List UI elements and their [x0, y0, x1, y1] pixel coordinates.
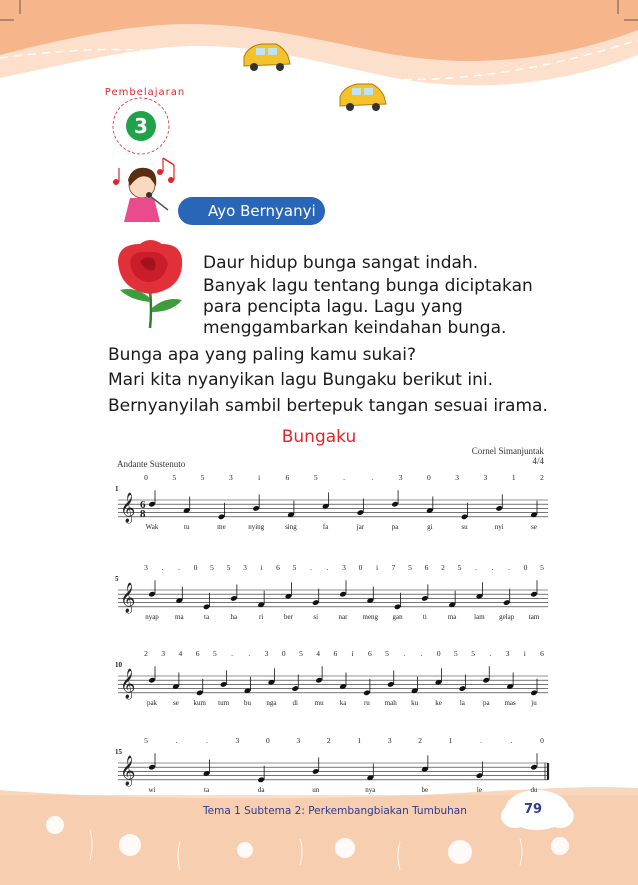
lyric-syllable: jar — [356, 522, 365, 531]
cipher-note: . — [489, 649, 492, 658]
treble-clef-icon: 𝄞 — [120, 669, 136, 699]
treble-clef-icon: 𝄞 — [120, 756, 136, 786]
cipher-note: 5 — [540, 563, 544, 572]
cipher-note: i — [258, 473, 261, 482]
section-badge: Ayo Bernyanyi — [178, 197, 325, 225]
lyric-syllable: wi — [148, 785, 156, 794]
cipher-note: . — [491, 563, 494, 572]
lyric-syllable: da — [257, 785, 265, 794]
cipher-note: 6 — [424, 563, 429, 572]
cipher-note: 0 — [426, 473, 431, 482]
lyric-syllable: meng — [362, 612, 379, 621]
lyric-syllable: ma — [447, 612, 457, 621]
cipher-note: 7 — [391, 563, 396, 572]
cipher-note: 3 — [228, 473, 233, 482]
cipher-note: . — [343, 473, 345, 482]
cipher-note: 2 — [540, 473, 544, 482]
cipher-note: 0 — [193, 563, 198, 572]
lyric-syllable: mas — [504, 698, 516, 707]
lyric-syllable: ha — [230, 612, 238, 621]
lyric-syllable: ka — [339, 698, 347, 707]
cipher-note: 0 — [436, 649, 441, 658]
cipher-note: 5 — [172, 473, 177, 482]
cipher-note: 3 — [243, 563, 247, 572]
cipher-note: 6 — [195, 649, 200, 658]
cipher-note: 5 — [144, 736, 148, 745]
time-signature-bottom: 8 — [140, 508, 146, 520]
song-title: Bungaku — [281, 427, 357, 447]
cipher-note: 2 — [418, 736, 423, 745]
cipher-note: 5 — [212, 649, 217, 658]
lyric-syllable: ta — [204, 785, 210, 794]
lyric-syllable: pa — [482, 698, 490, 707]
cipher-note: 0 — [144, 473, 148, 482]
cipher-note: 6 — [333, 649, 338, 658]
cipher-note: 6 — [276, 563, 280, 572]
cipher-note: 4 — [316, 649, 321, 658]
intro-line-1: Daur hidup bunga sangat indah. — [203, 253, 479, 273]
cipher-note: . — [480, 736, 483, 745]
lyric-syllable: Wak — [145, 522, 159, 531]
cipher-note: 5 — [471, 649, 476, 658]
cipher-note: 3 — [264, 649, 269, 658]
lyric-syllable: du — [530, 785, 538, 794]
cipher-note: 0 — [358, 563, 363, 572]
lyric-syllable: mu — [314, 698, 324, 707]
cipher-note: 2 — [326, 736, 331, 745]
lyric-syllable: se — [172, 698, 179, 707]
cipher-note: 5 — [454, 649, 458, 658]
cipher-note: . — [248, 649, 251, 658]
cipher-note: 1 — [511, 473, 516, 482]
cipher-note: i — [351, 649, 354, 658]
lyric-syllable: pa — [391, 522, 399, 531]
cipher-note: 3 — [505, 649, 510, 658]
cipher-note: 5 — [457, 563, 462, 572]
lyric-syllable: mah — [384, 698, 397, 707]
cipher-note: 6 — [367, 649, 372, 658]
lesson-label: Pembelajaran — [104, 87, 186, 98]
cipher-note: . — [326, 563, 329, 572]
cipher-note: 5 — [299, 649, 303, 658]
cipher-note: 5 — [210, 563, 214, 572]
cipher-note: 5 — [226, 563, 231, 572]
footer-text: Tema 1 Subtema 2: Perkembangbiakan Tumbuhan — [203, 805, 467, 817]
cipher-note: i — [260, 563, 263, 572]
cipher-note: 3 — [144, 563, 148, 572]
intro-line-2: Banyak lagu tentang bunga diciptakan — [203, 276, 533, 296]
cipher-note: 2 — [441, 563, 445, 572]
cipher-note: . — [231, 649, 234, 658]
lyric-syllable: ju — [531, 698, 537, 707]
lyric-syllable: ru — [363, 698, 370, 707]
cipher-note: 0 — [540, 736, 544, 745]
cipher-note: 3 — [342, 563, 346, 572]
measure-number: 10 — [115, 661, 122, 669]
lyric-syllable: ti — [422, 612, 427, 621]
song-composer: Cornel Simanjuntak — [471, 446, 544, 456]
cipher-note: i — [523, 649, 526, 658]
lyric-syllable: di — [292, 698, 298, 707]
cipher-note: 0 — [281, 649, 286, 658]
body-line-3: Bernyanyilah sambil bertepuk tangan sesuai irama. — [108, 396, 548, 416]
cipher-note: 6 — [285, 473, 290, 482]
cipher-note: 5 — [313, 473, 318, 482]
cipher-note: 3 — [296, 736, 301, 745]
lyric-syllable: ber — [283, 612, 293, 621]
measure-number: 15 — [115, 748, 122, 756]
cipher-note: . — [475, 563, 477, 572]
measure-number: 1 — [115, 485, 119, 493]
lyric-syllable: ku — [411, 698, 419, 707]
treble-clef-icon: 𝄞 — [120, 583, 136, 613]
lyric-syllable: si — [313, 612, 319, 621]
lyric-syllable: le — [476, 785, 482, 794]
lyric-syllable: fa — [322, 522, 329, 531]
cipher-note: 3 — [455, 473, 460, 482]
cipher-note: . — [510, 736, 513, 745]
song-meter: 4/4 — [532, 456, 544, 466]
cipher-note: 5 — [385, 649, 389, 658]
lyric-syllable: ma — [175, 612, 184, 621]
lyric-syllable: ri — [259, 612, 264, 621]
lyric-syllable: nying — [248, 522, 265, 531]
lesson-number: 3 — [126, 111, 156, 141]
cipher-note: 5 — [200, 473, 205, 482]
lyric-syllable: tam — [528, 612, 540, 621]
cipher-note: 3 — [161, 649, 166, 658]
lyric-syllable: gi — [427, 522, 433, 531]
cipher-note: 3 — [398, 473, 403, 482]
cipher-note: 0 — [523, 563, 528, 572]
cipher-note: i — [375, 563, 379, 572]
cipher-note: . — [175, 736, 178, 745]
lyric-syllable: la — [459, 698, 465, 707]
lyric-syllable: kum — [193, 698, 206, 707]
lyric-syllable: nar — [338, 612, 348, 621]
cipher-note: 4 — [178, 649, 183, 658]
lyric-syllable: gelap — [499, 612, 515, 621]
lyric-syllable: nyap — [145, 612, 159, 621]
time-signature-top: 6 — [140, 499, 146, 511]
cipher-note: 1 — [448, 736, 453, 745]
lyric-syllable: nya — [365, 785, 376, 794]
lyric-syllable: bu — [244, 698, 251, 707]
lyric-syllable: nga — [266, 698, 277, 707]
lyric-syllable: sing — [285, 522, 297, 531]
cipher-note: 5 — [408, 563, 412, 572]
lyric-syllable: me — [217, 522, 226, 531]
cipher-note: 3 — [483, 473, 488, 482]
lyric-syllable: se — [531, 522, 537, 531]
cipher-note: 3 — [387, 736, 392, 745]
cipher-note: 0 — [265, 736, 270, 745]
lyric-syllable: tum — [218, 698, 230, 707]
body-line-2: Mari kita nyanyikan lagu Bungaku berikut ini. — [108, 370, 493, 390]
lyric-syllable: tu — [184, 522, 190, 531]
cipher-note: . — [178, 563, 180, 572]
cipher-note: . — [310, 563, 312, 572]
cipher-note: . — [205, 736, 208, 745]
cipher-note: 3 — [235, 736, 240, 745]
cipher-note: . — [371, 473, 374, 482]
lyric-syllable: ke — [435, 698, 442, 707]
cipher-note: . — [161, 563, 164, 572]
intro-line-3: para pencipta lagu. Lagu yang — [203, 297, 463, 317]
lyric-syllable: pak — [146, 698, 158, 707]
lyric-syllable: be — [421, 785, 429, 794]
lyric-syllable: ta — [204, 612, 210, 621]
lyric-syllable: gan — [392, 612, 403, 621]
cipher-note: 1 — [357, 736, 362, 745]
lyric-syllable: lam — [474, 612, 485, 621]
song-tempo: Andante Sustenuto — [117, 459, 186, 469]
lyric-syllable: su — [461, 522, 468, 531]
treble-clef-icon: 𝄞 — [120, 493, 136, 523]
intro-line-4: menggambarkan keindahan bunga. — [203, 318, 507, 338]
lyric-syllable: nyi — [494, 522, 504, 531]
lyric-syllable: un — [312, 785, 320, 794]
page-number: 79 — [524, 802, 543, 817]
cipher-note: . — [403, 649, 406, 658]
measure-number: 5 — [115, 575, 119, 583]
cipher-note: 6 — [540, 649, 544, 658]
cipher-note: 5 — [292, 563, 297, 572]
cipher-note: . — [420, 649, 423, 658]
cipher-note: 2 — [144, 649, 148, 658]
cipher-note: . — [508, 563, 510, 572]
body-line-1: Bunga apa yang paling kamu sukai? — [108, 345, 416, 365]
